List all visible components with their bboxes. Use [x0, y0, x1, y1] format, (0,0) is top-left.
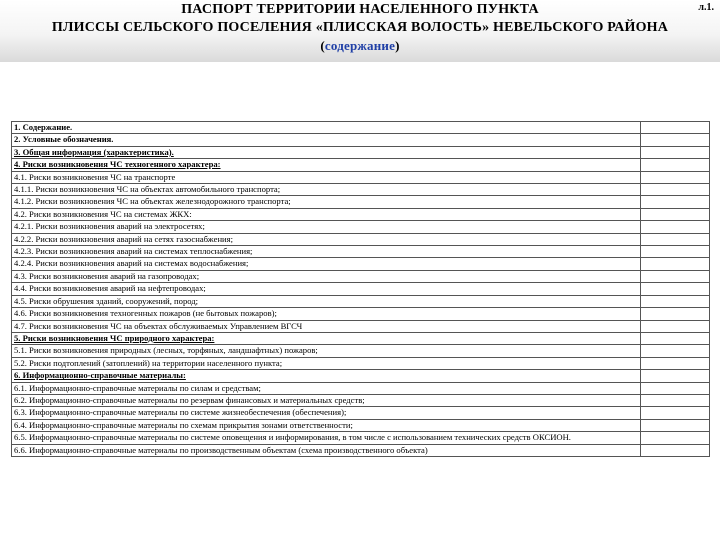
contents-item [12, 394, 641, 406]
contents-item [12, 295, 641, 307]
contents-item-label: 6.6. Информационно-справочные материалы по производственным объектам (схема производственного объекта) [14, 444, 428, 455]
page-ref-cell [641, 394, 710, 406]
table-row [12, 320, 710, 332]
page-ref-cell [641, 146, 710, 158]
page-ref-cell [641, 345, 710, 357]
contents-item-label: 4. Риски возникновения ЧС техногенного характера: [14, 159, 221, 170]
contents-item-label: 4.2.4. Риски возникновения аварий на системах водоснабжения; [14, 258, 249, 269]
table-row [12, 233, 710, 245]
contents-item-label: 6.5. Информационно-справочные материалы по системе оповещения и информирования, в том числе с использованием технических средств ОКСИОН. [14, 432, 571, 443]
contents-item-label: 2. Условные обозначения. [14, 134, 114, 145]
contents-item-label: 4.1.1. Риски возникновения ЧС на объектах автомобильного транспорта; [14, 184, 281, 195]
page-ref-cell [641, 382, 710, 394]
contents-item-label: 3. Общая информация (характеристика). [14, 146, 174, 157]
page-ref-cell [641, 370, 710, 382]
page-ref-cell [641, 246, 710, 258]
table-row [12, 295, 710, 307]
page-number: л.1. [698, 2, 714, 13]
subtitle-text: содержание [324, 38, 396, 53]
contents-item-label: 4.1. Риски возникновения ЧС на транспорте [14, 171, 176, 182]
page-ref-cell [641, 407, 710, 419]
title-line-2: ПЛИССЫ СЕЛЬСКОГО ПОСЕЛЕНИЯ «ПЛИССКАЯ ВОЛОСТЬ» НЕВЕЛЬСКОГО РАЙОНА [51, 20, 669, 35]
contents-item [12, 184, 641, 196]
table-row [12, 345, 710, 357]
table-row [12, 221, 710, 233]
subtitle-paren-close: ) [395, 38, 400, 53]
page-ref-cell [641, 134, 710, 146]
contents-item [12, 221, 641, 233]
contents-item [12, 258, 641, 270]
table-row [12, 382, 710, 394]
contents-item [12, 357, 641, 369]
contents-item [12, 283, 641, 295]
contents-item-label: 4.7. Риски возникновения ЧС на объектах обслуживаемых Управлением ВГСЧ [14, 320, 303, 331]
contents-table [11, 121, 710, 457]
contents-item [12, 270, 641, 282]
contents-item-label: 6.2. Информационно-справочные материалы по резервам финансовых и материальных средств; [14, 394, 365, 405]
table-row [12, 270, 710, 282]
contents-item [12, 345, 641, 357]
table-row [12, 171, 710, 183]
table-row [12, 283, 710, 295]
contents-item [12, 382, 641, 394]
page-ref-cell [641, 444, 710, 456]
page-ref-cell [641, 122, 710, 134]
contents-item-label: 6. Информационно-справочные материалы: [14, 370, 186, 381]
page-ref-cell [641, 171, 710, 183]
page-ref-cell [641, 159, 710, 171]
contents-item [12, 419, 641, 431]
subtitle-paren-open: ( [320, 38, 325, 53]
table-row [12, 432, 710, 444]
contents-item-label: 6.1. Информационно-справочные материалы по силам и средствам; [14, 382, 261, 393]
table-row [12, 246, 710, 258]
contents-item [12, 370, 641, 382]
contents-item [12, 196, 641, 208]
table-row [12, 370, 710, 382]
contents-table-body [12, 122, 710, 457]
page-ref-cell [641, 308, 710, 320]
contents-item [12, 208, 641, 220]
contents-item-label: 1. Содержание. [14, 122, 73, 132]
table-row [12, 407, 710, 419]
table-row [12, 122, 710, 134]
table-row [12, 394, 710, 406]
contents-item [12, 407, 641, 419]
contents-item [12, 171, 641, 183]
page-ref-cell [641, 233, 710, 245]
page-ref-cell [641, 208, 710, 220]
table-row [12, 134, 710, 146]
table-row [12, 159, 710, 171]
contents-item-label: 5. Риски возникновения ЧС природного характера: [14, 332, 215, 343]
contents-item-label: 4.2.3. Риски возникновения аварий на системах теплоснабжения; [14, 246, 253, 257]
table-row [12, 308, 710, 320]
contents-item [12, 444, 641, 456]
table-row [12, 196, 710, 208]
table-row [12, 184, 710, 196]
contents-item-label: 4.2.1. Риски возникновения аварий на электросетях; [14, 221, 205, 232]
contents-item [12, 320, 641, 332]
page-ref-cell [641, 283, 710, 295]
contents-item [12, 159, 641, 171]
contents-item-label: 6.4. Информационно-справочные материалы по схемам прикрытия зонами ответственности; [14, 419, 353, 430]
contents-item-label: 4.5. Риски обрушения зданий, сооружений, пород; [14, 295, 199, 306]
page-ref-cell [641, 357, 710, 369]
table-row [12, 146, 710, 158]
contents-item-label: 4.2.2. Риски возникновения аварий на сетях газоснабжения; [14, 233, 233, 244]
page-ref-cell [641, 184, 710, 196]
page-ref-cell [641, 221, 710, 233]
page-ref-cell [641, 258, 710, 270]
table-row [12, 419, 710, 431]
table-row [12, 332, 710, 344]
title-line-1: ПАСПОРТ ТЕРРИТОРИИ НАСЕЛЕННОГО ПУНКТА [181, 2, 539, 17]
contents-item-label: 4.3. Риски возникновения аварий на газопроводах; [14, 270, 200, 281]
contents-item-label: 5.2. Риски подтоплений (затоплений) на территории населенного пункта; [14, 357, 283, 368]
page-ref-cell [641, 419, 710, 431]
contents-item [12, 308, 641, 320]
page-ref-cell [641, 196, 710, 208]
page-ref-cell [641, 295, 710, 307]
page-ref-cell [641, 432, 710, 444]
contents-item [12, 134, 641, 146]
contents-item [12, 146, 641, 158]
contents-item-label: 4.1.2. Риски возникновения ЧС на объектах железнодорожного транспорта; [14, 196, 291, 207]
contents-item-label: 6.3. Информационно-справочные материалы по системе жизнеобеспечения (обеспечения); [14, 407, 347, 418]
contents-item-label: 4.2. Риски возникновения ЧС на системах ЖКХ: [14, 208, 192, 219]
contents-item-label: 4.4. Риски возникновения аварий на нефтепроводах; [14, 283, 206, 294]
table-row [12, 208, 710, 220]
contents-item [12, 246, 641, 258]
contents-item [12, 233, 641, 245]
page-ref-cell [641, 320, 710, 332]
contents-item [12, 122, 641, 134]
table-row [12, 357, 710, 369]
contents-item-label: 5.1. Риски возникновения природных (лесных, торфяных, ландшафтных) пожаров; [14, 345, 318, 356]
table-row [12, 444, 710, 456]
page-header [0, 0, 720, 62]
subtitle [0, 38, 720, 54]
contents-item-label: 4.6. Риски возникновения техногенных пожаров (не бытовых пожаров); [14, 308, 277, 319]
contents-item [12, 332, 641, 344]
contents-item [12, 432, 641, 444]
page-ref-cell [641, 270, 710, 282]
page-ref-cell [641, 332, 710, 344]
table-row [12, 258, 710, 270]
